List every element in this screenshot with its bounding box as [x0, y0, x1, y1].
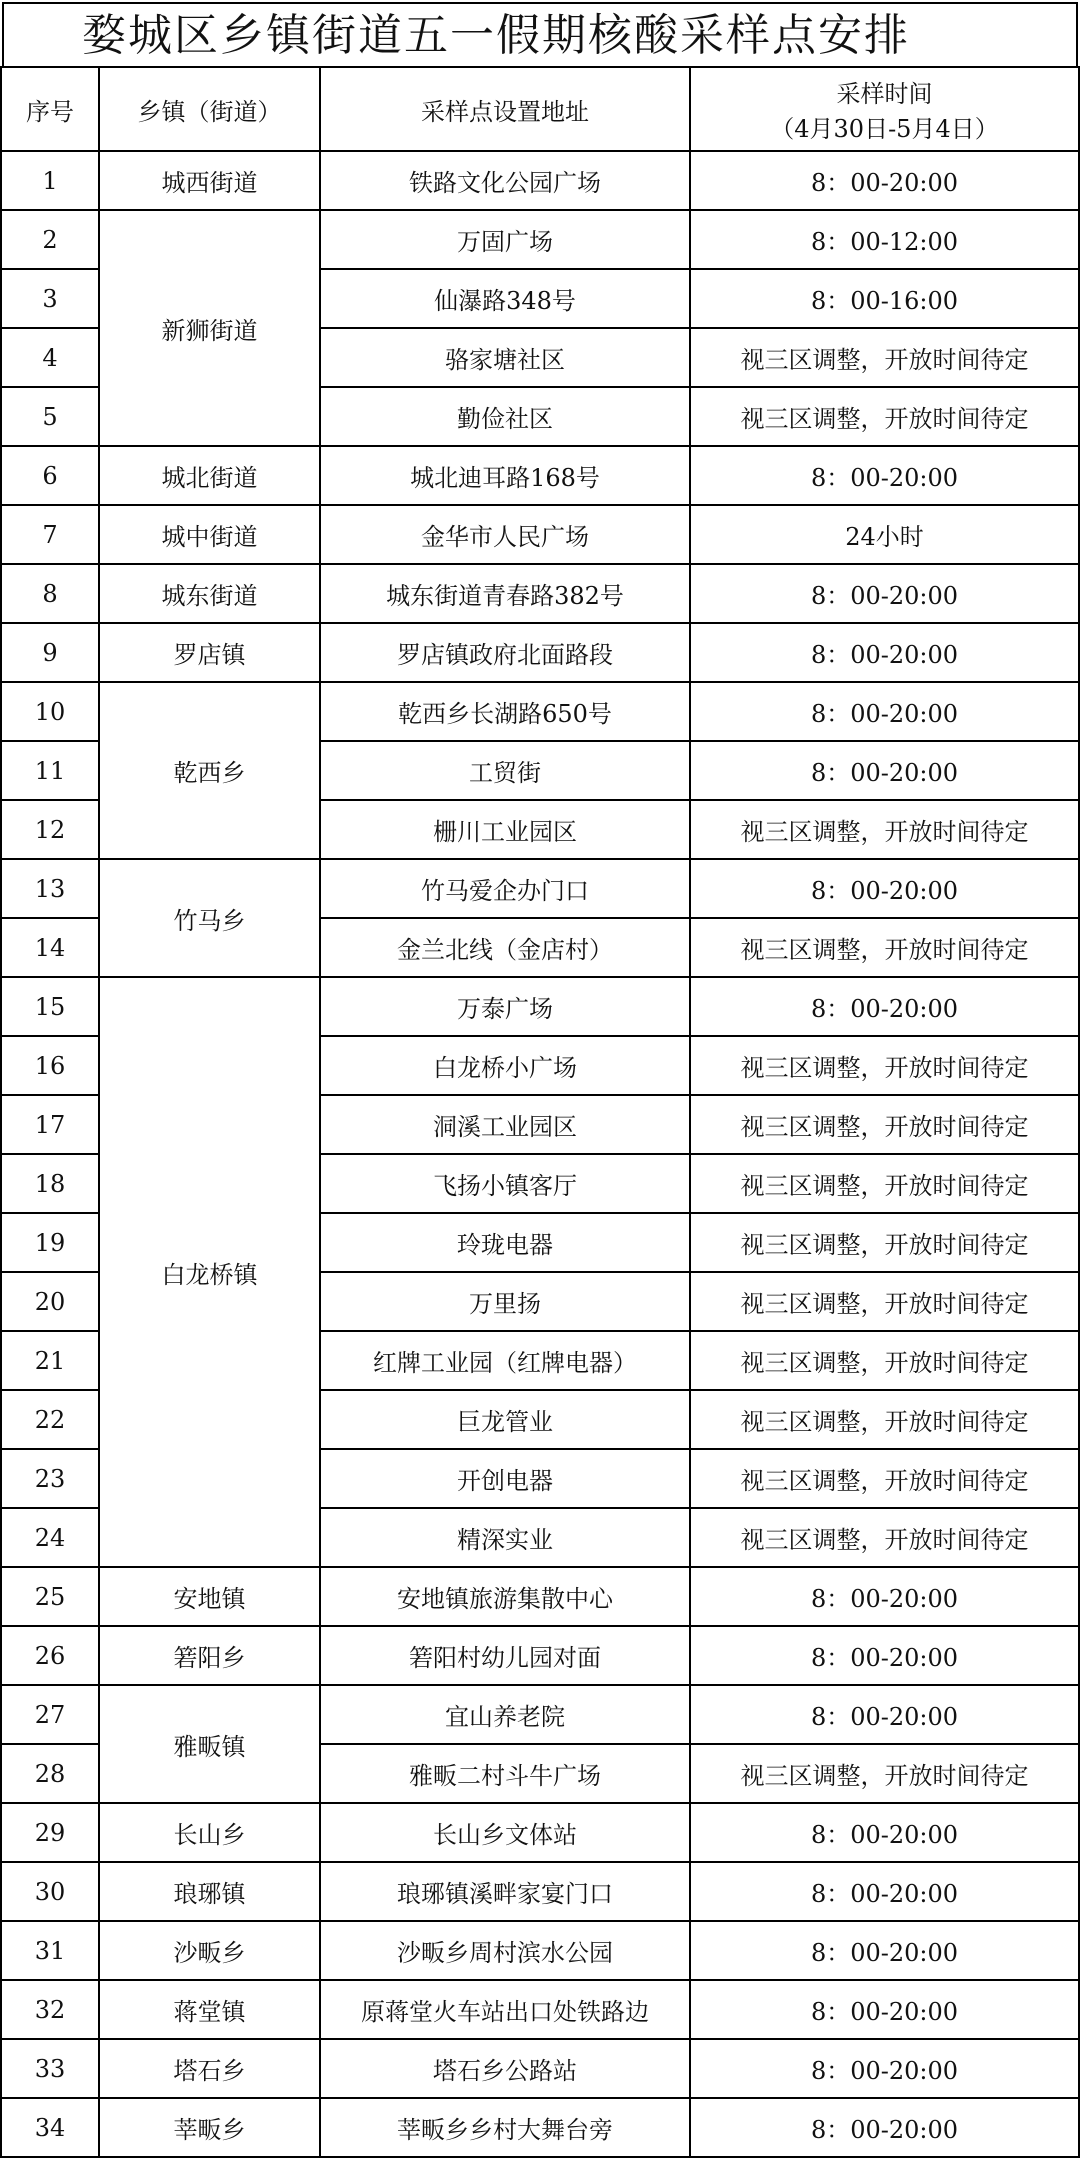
cell-address: 精深实业	[320, 1508, 690, 1567]
cell-time: 8：00-12:00	[690, 210, 1079, 269]
cell-no: 2	[1, 210, 99, 269]
cell-no: 5	[1, 387, 99, 446]
cell-time: 视三区调整，开放时间待定	[690, 387, 1079, 446]
cell-no: 13	[1, 859, 99, 918]
cell-no: 17	[1, 1095, 99, 1154]
table-row	[1, 623, 1079, 682]
sampling-table	[0, 66, 1080, 2158]
cell-town: 沙畈乡	[99, 1921, 320, 1980]
cell-no: 22	[1, 1390, 99, 1449]
table-row	[1, 1980, 1079, 2039]
cell-time: 8：00-16:00	[690, 269, 1079, 328]
cell-time: 视三区调整，开放时间待定	[690, 1213, 1079, 1272]
cell-address: 乾西乡长湖路650号	[320, 682, 690, 741]
header-time-range: （4月30日-5月4日）	[770, 115, 999, 143]
cell-address: 勤俭社区	[320, 387, 690, 446]
cell-no: 12	[1, 800, 99, 859]
cell-no: 19	[1, 1213, 99, 1272]
cell-time: 视三区调整，开放时间待定	[690, 1449, 1079, 1508]
cell-time: 视三区调整，开放时间待定	[690, 1154, 1079, 1213]
cell-no: 34	[1, 2098, 99, 2157]
cell-time: 视三区调整，开放时间待定	[690, 1390, 1079, 1449]
header-address: 采样点设置地址	[320, 67, 690, 151]
table-row	[1, 2039, 1079, 2098]
cell-address: 栅川工业园区	[320, 800, 690, 859]
cell-town: 竹马乡	[99, 859, 320, 977]
table-row	[1, 859, 1079, 918]
cell-time: 视三区调整，开放时间待定	[690, 1508, 1079, 1567]
cell-address: 仙瀑路348号	[320, 269, 690, 328]
cell-time: 8：00-20:00	[690, 1980, 1079, 2039]
cell-no: 21	[1, 1331, 99, 1390]
table-row	[1, 1921, 1079, 1980]
cell-time: 8：00-20:00	[690, 151, 1079, 210]
cell-time: 8：00-20:00	[690, 2039, 1079, 2098]
table-row	[1, 682, 1079, 741]
header-time-label: 采样时间	[836, 80, 933, 108]
cell-time: 8：00-20:00	[690, 682, 1079, 741]
cell-town: 长山乡	[99, 1803, 320, 1862]
table-row	[1, 1626, 1079, 1685]
cell-time: 8：00-20:00	[690, 741, 1079, 800]
cell-time: 8：00-20:00	[690, 1567, 1079, 1626]
cell-no: 16	[1, 1036, 99, 1095]
cell-town: 新狮街道	[99, 210, 320, 446]
cell-address: 沙畈乡周村滨水公园	[320, 1921, 690, 1980]
cell-address: 琅琊镇溪畔家宴门口	[320, 1862, 690, 1921]
header-no: 序号	[1, 67, 99, 151]
table-row	[1, 151, 1079, 210]
cell-no: 1	[1, 151, 99, 210]
cell-town: 城西街道	[99, 151, 320, 210]
cell-time: 视三区调整，开放时间待定	[690, 800, 1079, 859]
cell-time: 8：00-20:00	[690, 859, 1079, 918]
cell-no: 30	[1, 1862, 99, 1921]
cell-no: 20	[1, 1272, 99, 1331]
cell-address: 万固广场	[320, 210, 690, 269]
table-row	[1, 210, 1079, 269]
cell-time: 24小时	[690, 505, 1079, 564]
cell-time: 8：00-20:00	[690, 623, 1079, 682]
cell-town: 罗店镇	[99, 623, 320, 682]
cell-time: 视三区调整，开放时间待定	[690, 918, 1079, 977]
table-row	[1, 1862, 1079, 1921]
cell-town: 琅琊镇	[99, 1862, 320, 1921]
cell-town: 箬阳乡	[99, 1626, 320, 1685]
header-town: 乡镇（街道）	[99, 67, 320, 151]
cell-no: 28	[1, 1744, 99, 1803]
cell-town: 白龙桥镇	[99, 977, 320, 1567]
cell-town: 城中街道	[99, 505, 320, 564]
cell-time: 8：00-20:00	[690, 1685, 1079, 1744]
cell-no: 23	[1, 1449, 99, 1508]
cell-address: 万里扬	[320, 1272, 690, 1331]
cell-no: 33	[1, 2039, 99, 2098]
cell-no: 3	[1, 269, 99, 328]
cell-address: 飞扬小镇客厅	[320, 1154, 690, 1213]
cell-address: 雅畈二村斗牛广场	[320, 1744, 690, 1803]
cell-no: 9	[1, 623, 99, 682]
cell-no: 15	[1, 977, 99, 1036]
table-row	[1, 505, 1079, 564]
cell-address: 铁路文化公园广场	[320, 151, 690, 210]
cell-time: 8：00-20:00	[690, 446, 1079, 505]
cell-time: 视三区调整，开放时间待定	[690, 1331, 1079, 1390]
header-time	[690, 67, 1079, 151]
cell-no: 31	[1, 1921, 99, 1980]
cell-no: 29	[1, 1803, 99, 1862]
cell-address: 红牌工业园（红牌电器）	[320, 1331, 690, 1390]
cell-time: 视三区调整，开放时间待定	[690, 1095, 1079, 1154]
cell-address: 巨龙管业	[320, 1390, 690, 1449]
cell-no: 27	[1, 1685, 99, 1744]
cell-address: 箬阳村幼儿园对面	[320, 1626, 690, 1685]
cell-address: 金兰北线（金店村）	[320, 918, 690, 977]
cell-address: 莘畈乡乡村大舞台旁	[320, 2098, 690, 2157]
cell-address: 竹马爱企办门口	[320, 859, 690, 918]
cell-address: 万泰广场	[320, 977, 690, 1036]
table-row	[1, 1567, 1079, 1626]
cell-no: 26	[1, 1626, 99, 1685]
cell-no: 11	[1, 741, 99, 800]
cell-address: 安地镇旅游集散中心	[320, 1567, 690, 1626]
cell-address: 塔石乡公路站	[320, 2039, 690, 2098]
cell-time: 8：00-20:00	[690, 1803, 1079, 1862]
cell-time: 8：00-20:00	[690, 1626, 1079, 1685]
cell-no: 24	[1, 1508, 99, 1567]
table-row	[1, 2098, 1079, 2157]
cell-town: 城东街道	[99, 564, 320, 623]
table-header-row	[1, 67, 1079, 151]
cell-no: 25	[1, 1567, 99, 1626]
cell-time: 视三区调整，开放时间待定	[690, 1272, 1079, 1331]
cell-town: 安地镇	[99, 1567, 320, 1626]
cell-no: 7	[1, 505, 99, 564]
cell-time: 8：00-20:00	[690, 1862, 1079, 1921]
cell-no: 8	[1, 564, 99, 623]
cell-address: 白龙桥小广场	[320, 1036, 690, 1095]
cell-town: 塔石乡	[99, 2039, 320, 2098]
cell-no: 14	[1, 918, 99, 977]
cell-no: 32	[1, 1980, 99, 2039]
cell-town: 城北街道	[99, 446, 320, 505]
cell-town: 蒋堂镇	[99, 1980, 320, 2039]
cell-address: 宜山养老院	[320, 1685, 690, 1744]
table-body	[1, 151, 1079, 2157]
cell-town: 莘畈乡	[99, 2098, 320, 2157]
cell-no: 18	[1, 1154, 99, 1213]
cell-address: 洞溪工业园区	[320, 1095, 690, 1154]
cell-address: 城北迪耳路168号	[320, 446, 690, 505]
cell-time: 8：00-20:00	[690, 977, 1079, 1036]
cell-address: 罗店镇政府北面路段	[320, 623, 690, 682]
cell-address: 长山乡文体站	[320, 1803, 690, 1862]
cell-address: 开创电器	[320, 1449, 690, 1508]
cell-time: 8：00-20:00	[690, 1921, 1079, 1980]
cell-time: 视三区调整，开放时间待定	[690, 328, 1079, 387]
cell-address: 玲珑电器	[320, 1213, 690, 1272]
page-title: 婺城区乡镇街道五一假期核酸采样点安排	[2, 2, 1078, 66]
table-row	[1, 1803, 1079, 1862]
cell-town: 乾西乡	[99, 682, 320, 859]
cell-address: 工贸街	[320, 741, 690, 800]
cell-address: 金华市人民广场	[320, 505, 690, 564]
cell-time: 8：00-20:00	[690, 564, 1079, 623]
table-row	[1, 446, 1079, 505]
cell-no: 4	[1, 328, 99, 387]
cell-address: 城东街道青春路382号	[320, 564, 690, 623]
table-row	[1, 564, 1079, 623]
cell-address: 骆家塘社区	[320, 328, 690, 387]
cell-time: 8：00-20:00	[690, 2098, 1079, 2157]
table-row	[1, 1685, 1079, 1744]
cell-time: 视三区调整，开放时间待定	[690, 1744, 1079, 1803]
cell-no: 6	[1, 446, 99, 505]
cell-address: 原蒋堂火车站出口处铁路边	[320, 1980, 690, 2039]
cell-no: 10	[1, 682, 99, 741]
cell-time: 视三区调整，开放时间待定	[690, 1036, 1079, 1095]
table-row	[1, 977, 1079, 1036]
cell-town: 雅畈镇	[99, 1685, 320, 1803]
